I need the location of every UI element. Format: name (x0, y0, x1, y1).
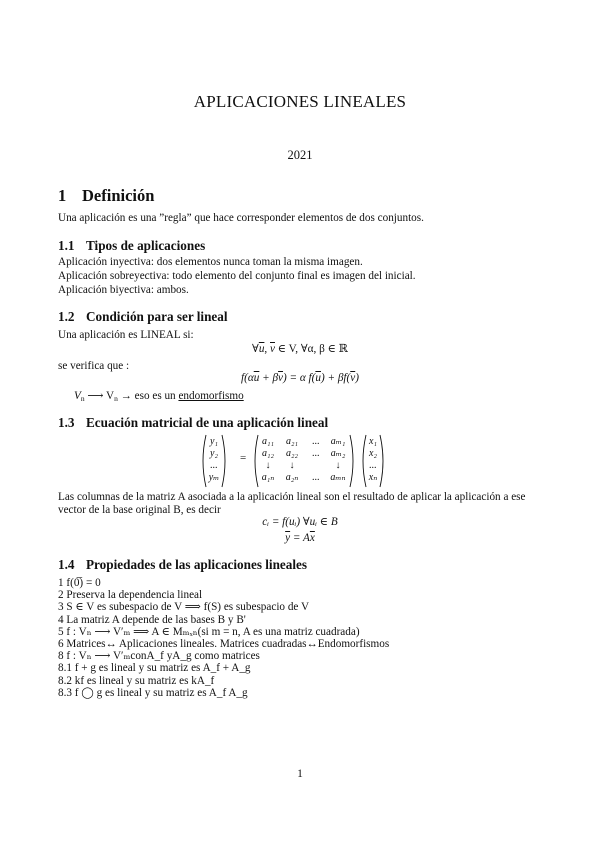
subsection-title: Tipos de aplicaciones (86, 238, 206, 253)
subsection-heading-propiedades (58, 557, 307, 573)
subsection-number: 1.1 (58, 238, 75, 253)
a-matrix-entry: a₁₁ (262, 436, 274, 447)
subsection-title: Condición para ser lineal (86, 309, 228, 324)
subsection-title: Ecuación matricial de una aplicación lineal (86, 415, 329, 430)
a-matrix-entry: a₁₂ (262, 448, 274, 459)
subsection-heading-condicion (58, 309, 228, 325)
a-matrix-entry: ↓ (289, 460, 295, 471)
vector-v: $\overline{v}$ (270, 343, 275, 355)
definition-paragraph: Una aplicación es una ”regla” que hace corresponder elementos de dos conjuntos. (58, 212, 424, 224)
x-entry: ... (369, 460, 377, 471)
matrix-equation: $\overline{y} = A\overline{x}$ (285, 532, 315, 544)
a-matrix-entry: ... (312, 448, 320, 459)
x-entry: xₙ (368, 472, 378, 483)
y-entry: y₁ (210, 436, 218, 447)
property-item: 5 f : Vₙ ⟶ V′ₘ ⟹ A ∈ Mₘₓₙ(si m = n, A es una matriz cuadrada) (58, 625, 360, 638)
column-equation: cᵢ = f(uᵢ) ∀uᵢ ∈ B (262, 516, 338, 528)
section-number: 1 (58, 186, 67, 205)
property-item: 8.1 f + g es lineal y su matriz es A_f + A_g (58, 662, 251, 675)
y-entry: y₂ (210, 448, 218, 459)
y-vector (200, 434, 228, 488)
a-matrix-entry: a₁ₙ (261, 472, 275, 483)
subsection-heading-ecuacion (58, 415, 328, 431)
tipos-line-sobreyectiva: Aplicación sobreyectiva: todo elemento del conjunto final es imagen del inicial. (58, 270, 416, 282)
a-matrix-entry: ... (312, 436, 320, 447)
page-number: 1 (297, 768, 303, 780)
x-entry: x₂ (369, 448, 377, 459)
a-matrix-entry: ... (312, 472, 320, 483)
section-title: Definición (82, 186, 155, 205)
a-matrix-entry: a₂ₙ (285, 472, 299, 483)
subsection-number: 1.3 (58, 415, 75, 430)
a-matrix-entry: aₘ₁ (330, 436, 346, 447)
linearity-quantifier: $\forall\overline{u}$, $\overline{v}$ ∈ V, ∀α, β ∈ ℝ (252, 343, 348, 355)
x-entry: x₁ (369, 436, 377, 447)
tipos-line-biyectiva: Aplicación biyectiva: ambos. (58, 284, 189, 296)
x-vector (360, 434, 386, 488)
section-heading-definicion (58, 186, 154, 206)
columnas-text-line1: Las columnas de la matriz A asociada a la aplicación lineal son el resultado de aplicar la aplicación a ese (58, 491, 526, 503)
a-matrix-entry: ↓ (265, 460, 271, 471)
document-title: APLICACIONES LINEALES (193, 92, 407, 111)
equals-sign: = (240, 452, 247, 464)
a-matrix-entry: ↓ (335, 460, 341, 471)
property-item: 2 Preserva la dependencia lineal (58, 589, 203, 602)
condicion-intro: Una aplicación es LINEAL si: (58, 329, 194, 341)
endomorfismo-link: endomorfismo (178, 390, 244, 402)
property-item: 8.3 f ◯ g es lineal y su matriz es A_f A_g (58, 686, 248, 699)
property-item: 6 Matrices↔ Aplicaciones lineales. Matrices cuadradas↔Endomorfismos (58, 638, 390, 650)
a-matrix (252, 434, 356, 488)
property-item: 4 La matriz A depende de las bases B y B' (58, 613, 246, 626)
vector-u: $\overline{u}$ (258, 343, 265, 355)
document-date: 2021 (287, 148, 313, 162)
y-entry: yₘ (208, 472, 220, 483)
a-matrix-entry: aₘ₂ (330, 448, 346, 459)
y-entry: ... (210, 460, 218, 471)
endomorfismo-line: $V_n$ ⟶ $V_n$ → eso es un endomorfismo (74, 390, 244, 403)
columnas-text-line2: vector de la base original B, es decir (58, 504, 221, 516)
property-item: 1 f(0̅) = 0 (58, 577, 101, 589)
a-matrix-entry: a₂₁ (286, 436, 298, 447)
a-matrix-entry: aₘₙ (330, 472, 346, 483)
subsection-number: 1.4 (58, 557, 75, 572)
subsection-heading-tipos (58, 238, 205, 254)
property-item: 8.2 kf es lineal y su matriz es kA_f (58, 674, 215, 687)
verifica-text: se verifica que : (58, 360, 130, 372)
subsection-number: 1.2 (58, 309, 75, 324)
a-matrix-entry: a₂₂ (286, 448, 298, 459)
subsection-title: Propiedades de las aplicaciones lineales (86, 557, 308, 572)
tipos-line-inyectiva: Aplicación inyectiva: dos elementos nunca toman la misma imagen. (58, 256, 363, 268)
linearity-equation: $f(\alpha\overline{u} + \beta\overline{v}) = \alpha$ $f(\overline{u}) + \beta f(\overline{v})$ (241, 372, 359, 384)
property-item: 8 f : Vₙ ⟶ V′ₘconA_f yA_g como matrices (58, 650, 260, 663)
property-item: 3 S ∈ V es subespacio de V ⟹ f(S) es subespacio de V (58, 601, 310, 614)
